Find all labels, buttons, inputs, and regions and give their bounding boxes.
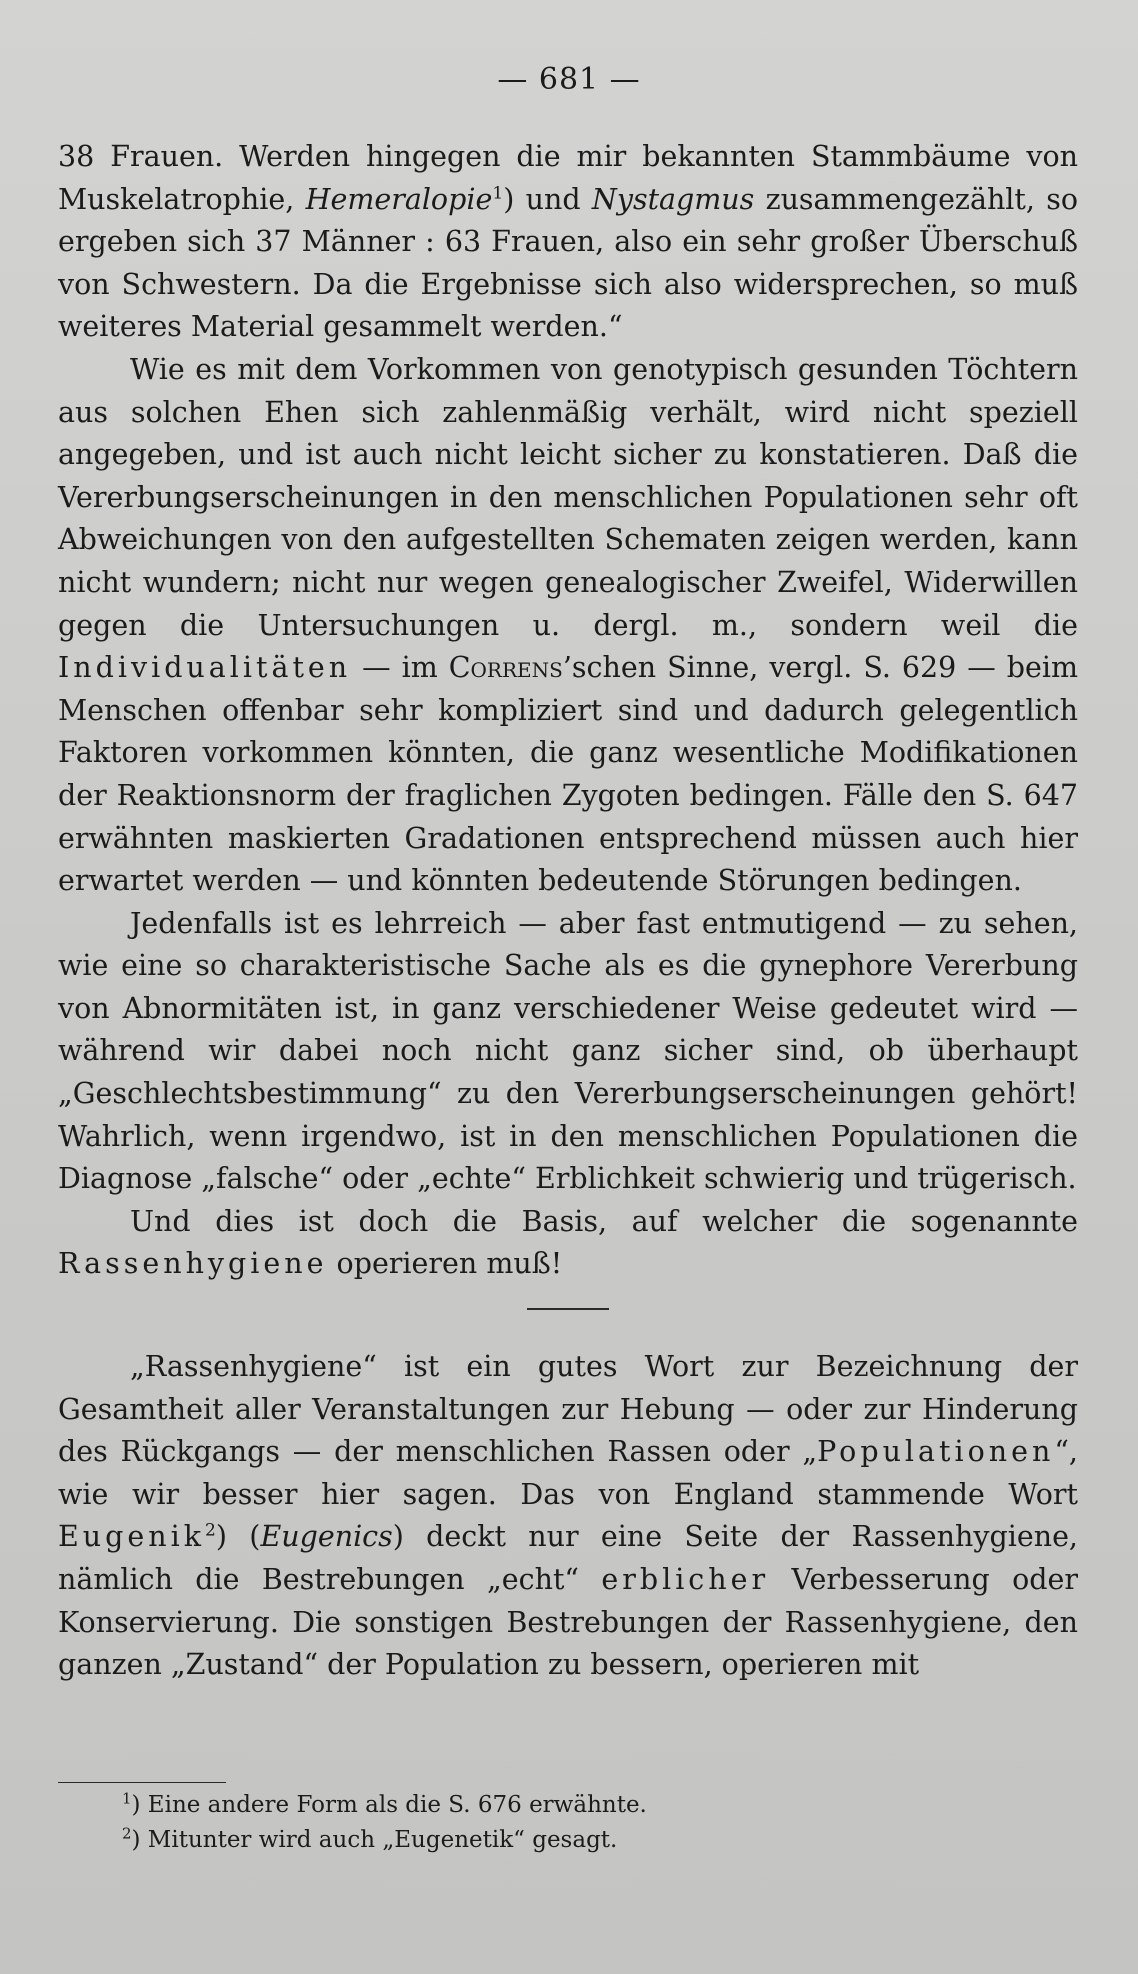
footnote-text: ) Eine andere Form als die S. 676 erwähnte.: [131, 1792, 647, 1818]
paragraph-4: [58, 1201, 1078, 1286]
paragraph-3: Jedenfalls ist es lehrreich — aber fast entmutigend — zu sehen, wie eine so charakteristische Sache als es die gynephore Vererbung von Abnormitäten ist, in ganz verschiedener Weise gedeutet wird — während wir dabei noch nicht ganz sicher sind, ob überhaupt „Geschlechtsbestimmung“ zu den Vererbungserscheinungen gehört! Wahrlich, wenn irgendwo, ist in den menschlichen Populationen die Diagnose „falsche“ oder „echte“ Erblichkeit schwierig und trügerisch.: [58, 906, 1078, 1196]
text-run: ) und: [503, 182, 592, 216]
footnote-mark: 1: [122, 1789, 132, 1808]
footnotes: [122, 1788, 647, 1858]
text-run: “, wie wir besser hier sagen. Das von England stammende Wort: [58, 1435, 1078, 1511]
text-run: — im: [351, 651, 449, 685]
text-run: ’schen Sinne, vergl. S. 629 — beim Menschen offenbar sehr kompliziert sind und dadurch gelegentlich Faktoren vorkommen könnten, die ganz wesentliche Modifikationen der Reaktionsnorm der fraglichen Zygoten bedingen. Fälle den S. 647 erwähnten maskierten Gradationen entsprechend müssen auch hier erwartet werden — und könnten bedeutende Störungen bedingen.: [58, 651, 1078, 898]
spaced-term: Rassenhygiene: [58, 1247, 328, 1281]
footnote-divider: [58, 1782, 226, 1783]
spaced-term: Individualitäten: [58, 651, 352, 685]
body-text: [58, 136, 1078, 1687]
paragraph-1: [58, 136, 1078, 349]
spaced-term: Populationen: [817, 1435, 1055, 1469]
footnote-text: ) Mitunter wird auch „Eugenetik“ gesagt.: [131, 1827, 618, 1853]
text-run: Verbesserung oder Konservierung. Die sonstigen Bestrebungen der Rassenhygiene, den ganzen „Zustand“ der Population zu bessern, operieren mit: [58, 1563, 1078, 1682]
spaced-term: Eugenik: [58, 1520, 206, 1554]
italic-term: Eugenics: [260, 1520, 393, 1554]
italic-term: Nystagmus: [591, 182, 755, 216]
footnote-mark: 2: [122, 1824, 132, 1843]
text-run: zusammengezählt, so ergeben sich 37 Männer : 63 Frauen, also ein sehr großer Überschuß von Schwestern. Da die Ergebnisse sich also widersprechen, so muß weiteres Material gesammelt werden.“: [58, 182, 1079, 344]
text-run: „Rassenhygiene“ ist ein gutes Wort zur Bezeichnung der Gesamtheit aller Veranstaltungen zur Hebung — oder zur Hinderung des Rückgangs — der menschlichen Rassen oder „: [58, 1350, 1078, 1469]
text-run: Wie es mit dem Vorkommen von genotypisch gesunden Töchtern aus solchen Ehen sich zahlenmäßig verhält, wird nicht speziell angegeben, und ist auch nicht leicht sicher zu konstatieren. Daß die Vererbungserscheinungen in den menschlichen Populationen sehr oft Abweichungen von den aufgestellten Schematen zeigen werden, kann nicht wundern; nicht nur wegen genealogischer Zweifel, Widerwillen gegen die Untersuchungen u. dergl. m., sondern weil die: [58, 352, 1078, 642]
page-number: — 681 —: [497, 62, 641, 97]
text-run: ) (: [215, 1520, 261, 1554]
paragraph-5: [58, 1346, 1078, 1687]
footnote-1: [122, 1788, 647, 1823]
spaced-term: erblicher: [601, 1563, 770, 1596]
footnote-ref-1: 1: [492, 183, 504, 204]
italic-term: Hemeralopie: [305, 182, 493, 216]
text-run: 38 Frauen. Werden hingegen die mir bekannten Stammbäume von Muskelatrophie,: [58, 140, 1078, 216]
section-divider: [527, 1308, 609, 1310]
text-run: operieren muß!: [327, 1247, 563, 1281]
paragraph-2: [58, 349, 1078, 903]
author-name: Correns: [448, 651, 563, 685]
footnote-2: [122, 1823, 647, 1858]
footnote-ref-2: 2: [205, 1520, 216, 1541]
text-run: ) deckt nur eine Seite der Rassenhygiene, nämlich die Bestrebungen „echt“: [58, 1520, 1078, 1596]
text-run: Und dies ist doch die Basis, auf welcher die sogenannte: [130, 1204, 1078, 1238]
